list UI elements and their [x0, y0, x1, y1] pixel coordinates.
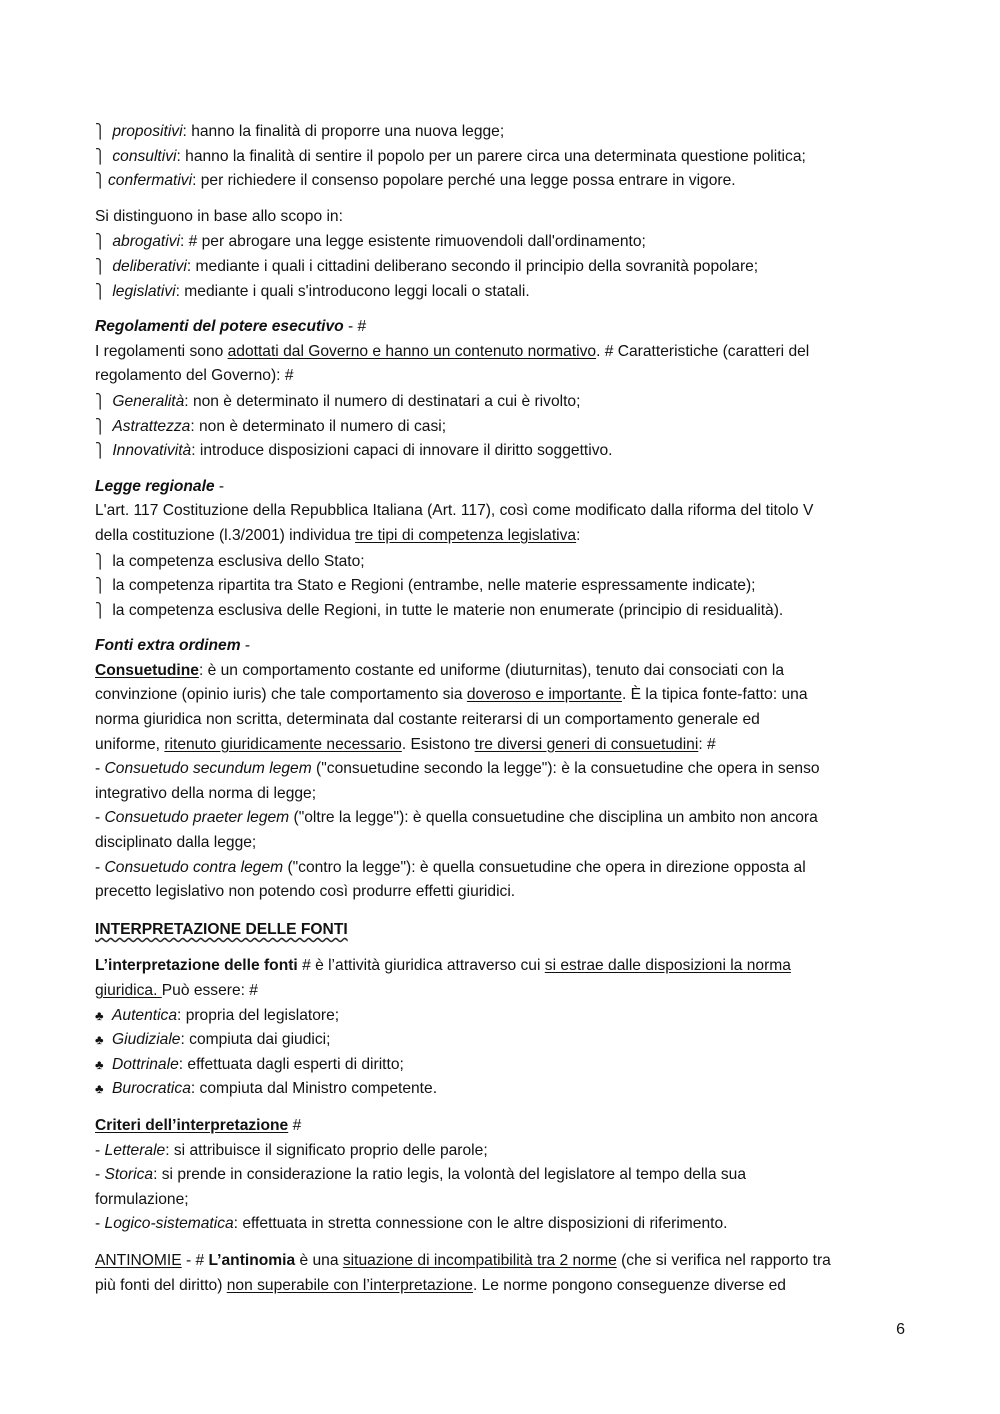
list-item: ⎫ Generalità: non è determinato il numero di destinatari a cui è rivolto;	[95, 389, 907, 414]
club-bullet-icon: ♣	[95, 1032, 104, 1048]
list-item: ⎫ confermativi: per richiedere il consenso popolare perché una legge possa entrare in vigore.	[95, 168, 907, 193]
list-item: ⎫ Astrattezza: non è determinato il numero di casi;	[95, 414, 907, 439]
paragraph-text: Si distinguono in base allo scopo in:	[95, 207, 343, 225]
list-item: ⎫ consultivi: hanno la finalità di sentire il popolo per un parere circa una determinata questione politica;	[95, 144, 907, 169]
list-item: ♣ Burocratica: compiuta dal Ministro competente.	[95, 1077, 907, 1102]
bracket-bullet-icon: ⎫	[95, 282, 106, 299]
bracket-bullet-icon: ⎫	[95, 601, 106, 618]
bracket-bullet-icon: ⎫	[95, 417, 106, 434]
paragraph-text: - Storica: si prende in considerazione la ratio legis, la volontà del legislatore al tempo della sua	[95, 1166, 746, 1184]
paragraph-text: integrativo della norma di legge;	[95, 784, 317, 802]
list-item: ⎫ la competenza esclusiva dello Stato;	[95, 549, 907, 574]
paragraph-text: - Letterale: si attribuisce il significato proprio delle parole;	[95, 1141, 488, 1159]
paragraph-text: della costituzione (l.3/2001) individua tre tipi di competenza legislativa:	[95, 526, 581, 544]
bracket-bullet-icon: ⎫	[95, 552, 106, 569]
page-number: 6	[896, 1321, 905, 1338]
list-item: ♣ Dottrinale: effettuata dagli esperti di diritto;	[95, 1053, 907, 1078]
paragraph-text: precetto legislativo non potendo così produrre effetti giuridici.	[95, 883, 516, 901]
paragraph-text: convinzione (opinio iuris) che tale comportamento sia doveroso e importante. È la tipica fonte-fatto: una	[95, 686, 808, 704]
club-bullet-icon: ♣	[95, 1081, 104, 1097]
club-bullet-icon: ♣	[95, 1007, 104, 1023]
list-item: ⎫ la competenza esclusiva delle Regioni, in tutte le materie non enumerate (principio di residualità).	[95, 598, 907, 623]
document-page	[95, 119, 907, 1298]
paragraph-text: - Consuetudo contra legem ("contro la legge"): è quella consuetudine che opera in direzione opposta al	[95, 858, 806, 876]
section-title: Fonti extra ordinem -	[95, 637, 251, 655]
list-item: ⎫ Innovatività: introduce disposizioni capaci di innovare il diritto soggettivo.	[95, 438, 907, 463]
bracket-bullet-icon: ⎫	[95, 442, 106, 459]
paragraph-text: Consuetudine: è un comportamento costante ed uniforme (diuturnitas), tenuto dai consociati con la	[95, 661, 785, 679]
section-title: Legge regionale -	[95, 477, 225, 495]
paragraph-text: L’interpretazione delle fonti # è l’attività giuridica attraverso cui si estrae dalle disposizioni la norma	[95, 957, 791, 975]
bracket-bullet-icon: ⎫	[95, 392, 106, 409]
paragraph-text: norma giuridica non scritta, determinata dal costante reiterarsi di un comportamento generale ed	[95, 711, 760, 729]
club-bullet-icon: ♣	[95, 1056, 104, 1072]
bracket-bullet-icon: ⎫	[95, 172, 106, 189]
bracket-bullet-icon: ⎫	[95, 233, 106, 250]
bracket-bullet-icon: ⎫	[95, 123, 106, 139]
bracket-bullet-icon: ⎫	[95, 147, 106, 164]
paragraph-text: giuridica. Può essere: #	[95, 982, 258, 999]
list-item: ⎫ la competenza ripartita tra Stato e Regioni (entrambe, nelle materie espressamente indicate);	[95, 573, 907, 598]
paragraph-text: I regolamenti sono adottati dal Governo e hanno un contenuto normativo. # Caratteristiche (caratteri del	[95, 342, 810, 360]
paragraph-text: L'art. 117 Costituzione della Repubblica Italiana (Art. 117), così come modificato dalla riforma del titolo V	[95, 502, 814, 520]
list-item: ♣ Autentica: propria del legislatore;	[95, 1004, 907, 1029]
section-title: Criteri dell’interpretazione #	[95, 1116, 302, 1134]
list-item: ⎫ propositivi: hanno la finalità di proporre una nuova legge;	[95, 119, 907, 144]
paragraph-text: più fonti del diritto) non superabile con l’interpretazione. Le norme pongono conseguenze diverse ed	[95, 1276, 786, 1294]
paragraph-text: ANTINOMIE - # L’antinomia è una situazione di incompatibilità tra 2 norme (che si verifica nel rapporto tra	[95, 1251, 831, 1269]
paragraph-text: regolamento del Governo): #	[95, 367, 294, 385]
section-heading: INTERPRETAZIONE DELLE FONTI	[95, 920, 348, 938]
list-item: ⎫ deliberativi: mediante i quali i cittadini deliberano secondo il principio della sovranità popolare;	[95, 254, 907, 279]
list-item: ⎫ legislativi: mediante i quali s'introducono leggi locali o statali.	[95, 279, 907, 304]
paragraph-text: formulazione;	[95, 1190, 189, 1208]
section-title: Regolamenti del potere esecutivo - #	[95, 318, 367, 336]
list-item: ⎫ abrogativi: # per abrogare una legge esistente rimuovendoli dall'ordinamento;	[95, 229, 907, 254]
bracket-bullet-icon: ⎫	[95, 257, 106, 274]
paragraph-text: - Consuetudo praeter legem ("oltre la legge"): è quella consuetudine che disciplina un ambito non ancora	[95, 809, 818, 827]
paragraph-text: disciplinato dalla legge;	[95, 834, 257, 852]
list-item: ♣ Giudiziale: compiuta dai giudici;	[95, 1028, 907, 1053]
bracket-bullet-icon: ⎫	[95, 577, 106, 594]
paragraph-text: - Consuetudo secundum legem ("consuetudine secondo la legge"): è la consuetudine che opera in senso	[95, 760, 820, 778]
paragraph-text: uniforme, ritenuto giuridicamente necessario. Esistono tre diversi generi di consuetudini: #	[95, 735, 716, 753]
paragraph-text: - Logico-sistematica: effettuata in stretta connessione con le altre disposizioni di riferimento.	[95, 1215, 728, 1233]
